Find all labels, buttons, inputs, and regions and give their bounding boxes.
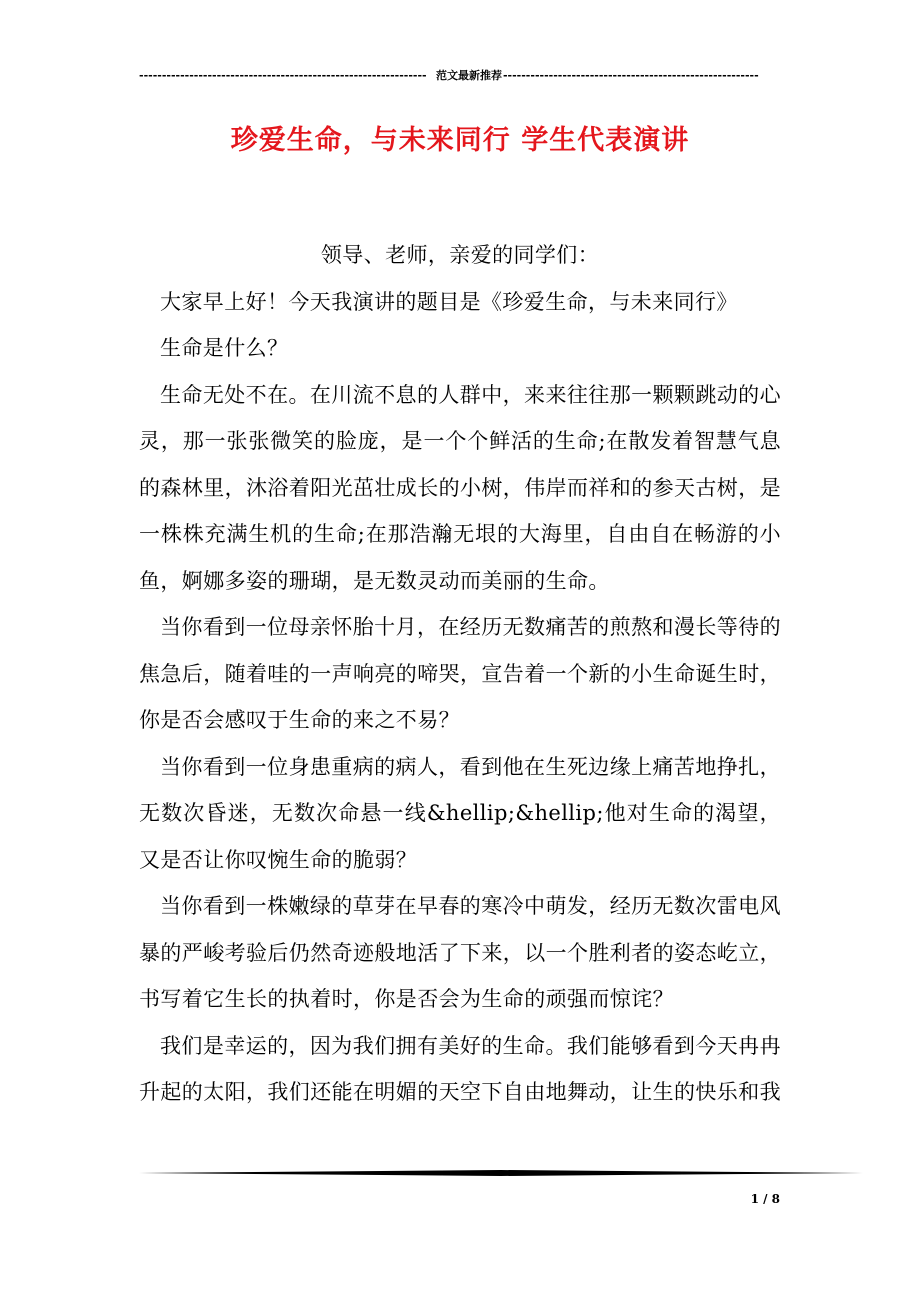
paragraph: 生命无处不在。在川流不息的人群中，来来往往那一颗颗跳动的心灵，那一张张微笑的脸庞，是一个个鲜活的生命;在散发着智慧气息的森林里，沐浴着阳光茁壮成长的小树，伟岸而祥和的参天古树，是一株株充满生机的生命;在那浩瀚无垠的大海里，自由自在畅游的小鱼，婀娜多姿的珊瑚，是无数灵动而美丽的生命。 <box>139 382 781 593</box>
page-header <box>139 64 767 86</box>
paragraph: 大家早上好！今天我演讲的题目是《珍爱生命，与未来同行》 <box>160 289 738 314</box>
greeting-line: 领导、老师，亲爱的同学们： <box>320 243 600 267</box>
paragraph: 当你看到一株嫩绿的草芽在早春的寒冷中萌发，经历无数次雷电风暴的严峻考验后仍然奇迹般地活了下来，以一个胜利者的姿态屹立，书写着它生长的执着时，你是否会为生命的顽强而惊诧？ <box>139 894 781 1011</box>
header-dash-left: --------------------------------------------------------------- <box>139 68 427 82</box>
document-title: 珍爱生命，与未来同行 学生代表演讲 <box>230 125 690 156</box>
header-dash-right: -------------------------------------------------------- <box>502 68 759 82</box>
header-label: 范文最新推荐 <box>435 69 502 82</box>
paragraph: 当你看到一位身患重病的病人，看到他在生死边缘上痛苦地挣扎，无数次昏迷，无数次命悬一线&hellip;&hellip;他对生命的渴望，又是否让你叹惋生命的脆弱？ <box>139 754 781 872</box>
document-body <box>139 232 781 1116</box>
page-number: 1 / 8 <box>750 1192 780 1206</box>
footer-rule <box>139 1170 863 1176</box>
paragraph: 我们是幸运的，因为我们拥有美好的生命。我们能够看到今天冉冉升起的太阳，我们还能在明媚的天空下自由地舞动，让生的快乐和我 <box>139 1033 781 1104</box>
paragraph: 当你看到一位母亲怀胎十月，在经历无数痛苦的煎熬和漫长等待的焦急后，随着哇的一声响亮的啼哭，宣告着一个新的小生命诞生时，你是否会感叹于生命的来之不易？ <box>139 615 781 732</box>
paragraph: 生命是什么？ <box>160 336 289 360</box>
